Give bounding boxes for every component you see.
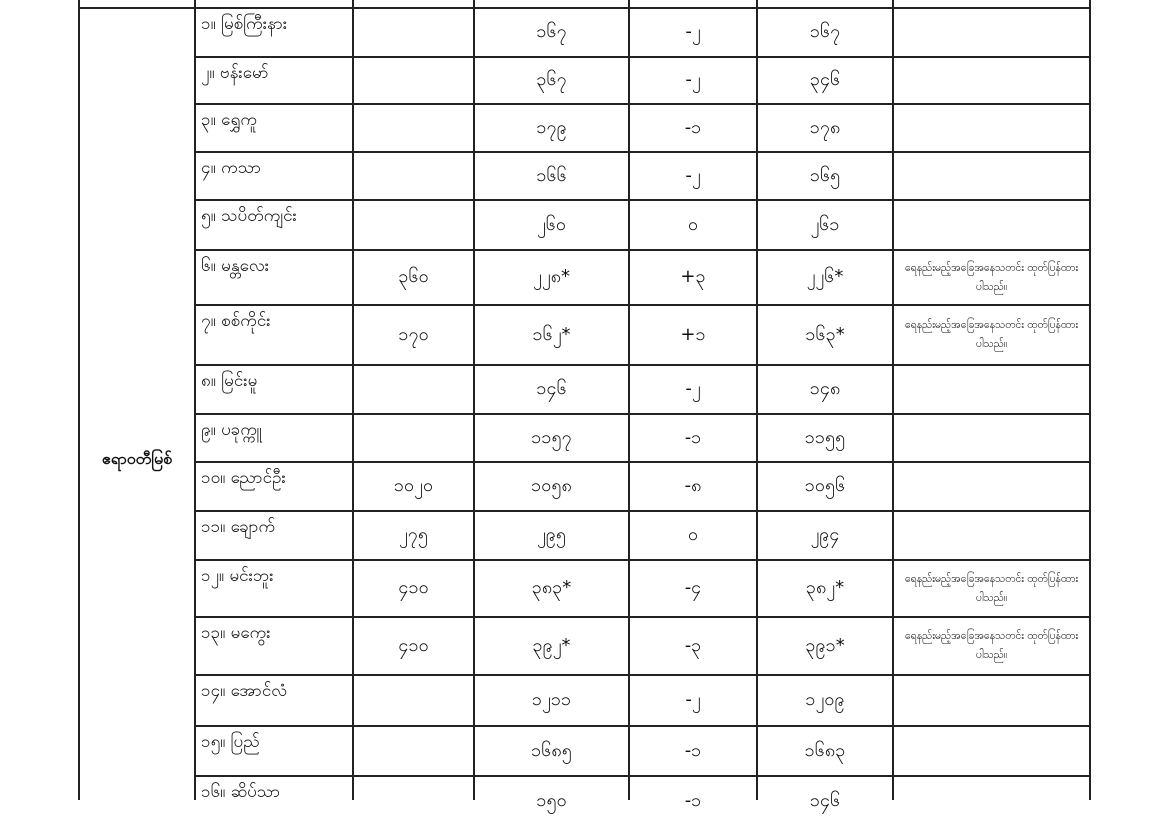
- previous-level-cell: ၁၆၇: [536, 21, 567, 42]
- region-label: ဧရာဝတီမြစ်: [101, 449, 173, 468]
- remark-cell: ရေနည်းမည့်အခြေအနေသတင်း ထုတ်ပြန်ထားပါသည်။: [904, 261, 1079, 293]
- column-divider: [78, 0, 80, 800]
- change-cell: -၂: [685, 69, 701, 90]
- threshold-cell: ၄၁၀: [398, 634, 429, 656]
- remark-cell: [895, 153, 1088, 199]
- threshold-cell: ၃၆၀: [398, 266, 429, 287]
- change-cell: -၁: [684, 789, 702, 811]
- remark-cell: [895, 201, 1088, 249]
- remark-cell: [895, 463, 1088, 510]
- change-cell: +၃: [680, 266, 706, 287]
- previous-level-cell: ၃၈၃*: [531, 577, 572, 598]
- station-cell: ၈။ မြင်းမူ: [201, 371, 258, 391]
- station-cell: ၃။ ရွှေကူ: [201, 110, 258, 130]
- change-cell: -၄: [684, 577, 702, 598]
- remark-cell: ရေနည်းမည့်အခြေအနေသတင်း ထုတ်ပြန်ထားပါသည်။: [904, 319, 1079, 350]
- station-cell: ၅။ သပိတ်ကျင်း: [201, 206, 297, 226]
- threshold-cell: ၁၀၂၀: [393, 475, 434, 496]
- previous-level-cell: ၁၅၀: [536, 789, 567, 811]
- previous-level-cell: ၂၆၀: [536, 213, 567, 235]
- station-cell: ၇။ စစ်ကိုင်း: [201, 311, 271, 331]
- remark-cell: [895, 415, 1088, 461]
- previous-level-cell: ၃၆၇: [536, 69, 567, 90]
- remark-cell: [895, 105, 1088, 151]
- column-divider: [756, 0, 758, 800]
- change-cell: -၂: [685, 164, 701, 186]
- current-level-cell: ၃၄၆: [809, 69, 841, 90]
- threshold-cell: [355, 676, 472, 725]
- change-cell: +၁: [680, 323, 706, 345]
- change-cell: -၂: [685, 689, 701, 710]
- column-divider: [473, 0, 475, 800]
- threshold-cell: [355, 415, 472, 461]
- previous-level-cell: ၁၂၁၁: [531, 689, 572, 710]
- threshold-cell: [355, 9, 472, 56]
- threshold-cell: ၂၇၅: [398, 524, 429, 545]
- current-level-cell: ၁၆၃*: [805, 323, 845, 345]
- previous-level-cell: ၁၁၅၇: [531, 426, 572, 448]
- current-level-cell: ၂၆၁: [810, 213, 840, 235]
- current-level-cell: ၁၇၈: [809, 116, 841, 138]
- remark-cell: [895, 676, 1088, 725]
- previous-level-cell: ၁၆၆: [536, 164, 567, 186]
- change-cell: ၀: [687, 213, 699, 235]
- previous-level-cell: ၂၉၅: [536, 524, 567, 545]
- station-cell: ၁၁။ ချောက်: [201, 517, 276, 537]
- remark-cell: [895, 9, 1088, 56]
- station-cell: ၁၆။ ဆိပ်သာ: [201, 782, 281, 802]
- column-divider: [194, 0, 196, 800]
- threshold-cell: [355, 153, 472, 199]
- current-level-cell: ၁၆၇: [809, 21, 841, 42]
- change-cell: -၂: [685, 378, 701, 399]
- station-cell: ၁၂။ မင်းဘူး: [201, 566, 274, 586]
- change-cell: -၁: [684, 739, 702, 761]
- station-cell: ၆။ မန္တလေး: [201, 256, 270, 276]
- remark-cell: [895, 512, 1088, 559]
- current-level-cell: ၂၂၆*: [806, 266, 844, 287]
- current-level-cell: ၃၉၁*: [805, 634, 845, 656]
- station-cell: ၁၃။ မကွေး: [201, 623, 271, 643]
- current-level-cell: ၁၆၅: [809, 164, 841, 186]
- current-level-cell: ၃၈၂*: [805, 577, 845, 598]
- current-level-cell: ၂၉၄: [810, 524, 840, 545]
- previous-level-cell: ၁၄၆: [536, 378, 567, 399]
- station-cell: ၁၄။ အောင်လံ: [201, 681, 288, 701]
- threshold-cell: [355, 201, 472, 249]
- threshold-cell: [355, 105, 472, 151]
- current-level-cell: ၁၂၀၉: [805, 689, 845, 710]
- remark-cell: [895, 366, 1088, 413]
- threshold-cell: [355, 58, 472, 103]
- remark-cell: [895, 777, 1088, 825]
- change-cell: -၂: [685, 21, 701, 42]
- change-cell: -၁: [684, 116, 702, 138]
- change-cell: ၀: [687, 524, 699, 545]
- threshold-cell: [355, 727, 472, 775]
- station-cell: ၁။ မြစ်ကြီးနား: [201, 14, 288, 34]
- previous-level-cell: ၁၀၅၈: [531, 475, 572, 496]
- remark-cell: [895, 727, 1088, 775]
- current-level-cell: ၁၄၈: [809, 378, 841, 399]
- threshold-cell: ၁၇၀: [398, 323, 429, 345]
- previous-level-cell: ၁၆၂*: [532, 323, 571, 345]
- threshold-cell: [355, 366, 472, 413]
- current-level-cell: ၁၄၆: [809, 789, 841, 811]
- previous-level-cell: ၁၆၈၅: [531, 739, 572, 761]
- previous-level-cell: ၂၂၈*: [533, 266, 570, 287]
- remark-cell: ရေနည်းမည့်အခြေအနေသတင်း ထုတ်ပြန်ထားပါသည်။: [904, 572, 1079, 604]
- change-cell: -၃: [684, 634, 702, 656]
- current-level-cell: ၁၀၅၆: [804, 475, 846, 496]
- change-cell: -၁: [684, 426, 702, 448]
- remark-cell: ရေနည်းမည့်အခြေအနေသတင်း ထုတ်ပြန်ထားပါသည်။: [904, 630, 1079, 661]
- station-cell: ၉။ ပခုက္ကူ: [201, 420, 262, 440]
- previous-level-cell: ၃၉၂*: [532, 634, 571, 656]
- threshold-cell: ၄၁၀: [398, 577, 429, 598]
- station-cell: ၁၅။ ပြည်: [201, 732, 260, 752]
- station-cell: ၂။ ဗန်းမော်: [201, 63, 269, 83]
- threshold-cell: [355, 777, 472, 825]
- previous-level-cell: ၁၇၉: [536, 116, 567, 138]
- current-level-cell: ၁၆၈၃: [804, 739, 846, 761]
- change-cell: -၈: [684, 475, 702, 496]
- station-cell: ၄။ ကသာ: [201, 158, 262, 178]
- column-divider: [892, 0, 894, 800]
- column-divider: [628, 0, 630, 800]
- remark-cell: [895, 58, 1088, 103]
- current-level-cell: ၁၁၅၅: [804, 426, 846, 448]
- column-divider: [1089, 0, 1091, 800]
- station-cell: ၁၀။ ညောင်ဦး: [201, 468, 286, 488]
